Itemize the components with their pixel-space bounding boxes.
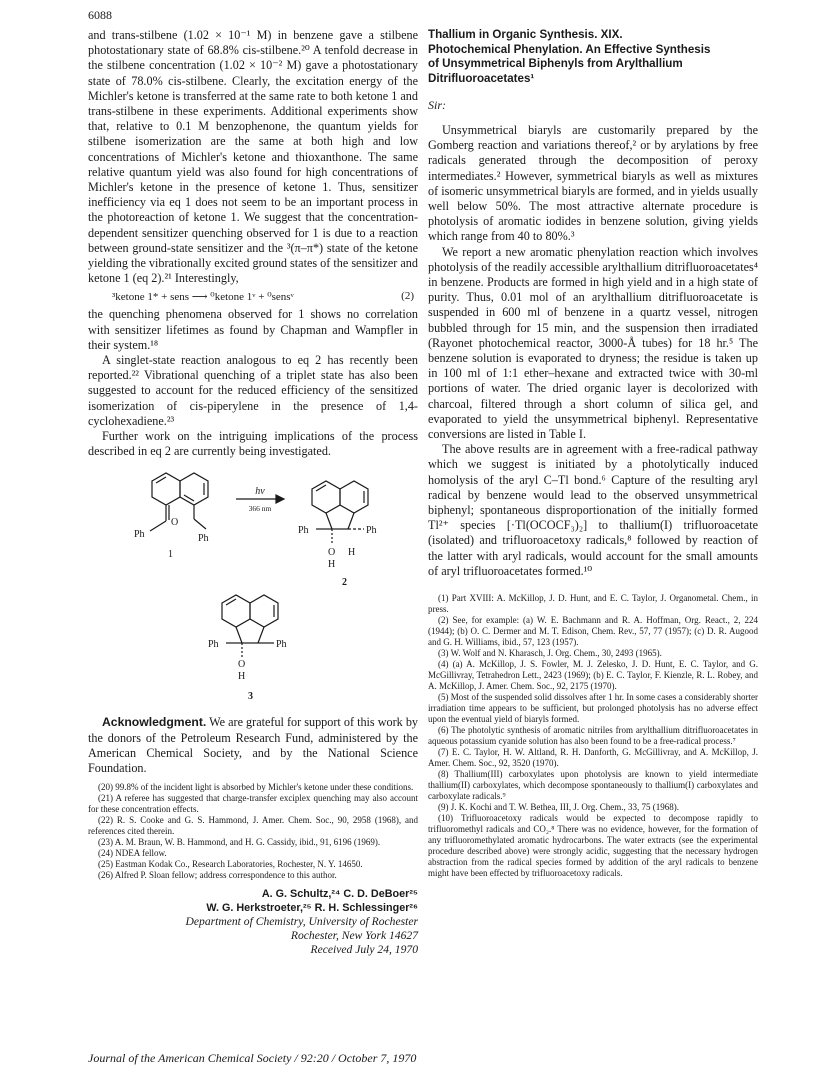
ring-1a [152, 473, 180, 505]
authors-line-1: A. G. Schultz,²⁴ C. D. DeBoer²⁵ [261, 888, 418, 901]
salutation: Sir: [428, 98, 446, 112]
right-column [428, 28, 758, 879]
equation-text: ³ketone 1* + sens ⟶ ⁰ketone 1ᵛ + ⁰sensᵛ [112, 291, 294, 304]
footnote: (7) E. C. Taylor, H. W. Altland, R. H. Danforth, G. McGillivray, and A. McKillop, J. Amer. Chem. Soc., 92, 3520 (1970). [428, 747, 758, 769]
body-paragraph: Unsymmetrical biaryls are customarily prepared by the Gomberg reaction and variations thereof,² or by arylations by free radicals generated through the decomposition of peroxy intermediates.² However, symmetrical biaryls as well as mixtures of isomeric unsymmetrical biaryls are formed, and in yields usually well below 50%. The most attractive alternate procedure is photolysis of aromatic iodides in benzene solution, giving yields which range from 40 to 80%.³ [428, 123, 758, 244]
struct3-hydrogen: H [238, 671, 246, 683]
footnote: (10) Trifluoroacetoxy radicals would be expected to decompose rapidly to trifluoromethyl radicals and CO₂.⁸ There was no evidence, however, for the formation of any trifluoromethylated aromatic hydrocarbons. The water extracts (see the experimental procedure described above) were strongly acidic, suggesting that the necessary hydrogen abstraction from the radical species formed by addition of the aryl radicals to benzene might have been effected by trifluoroacetoxy radicals. [428, 813, 758, 879]
arrow-label-top: hν [255, 486, 265, 498]
footnote: (8) Thallium(III) carboxylates upon photolysis are known to yield intermediate thallium(II) carboxylates, which decompose spontaneously to thallium(I) carboxylates and carboxylate radicals.⁹ [428, 769, 758, 802]
body-paragraph: The above results are in agreement with a free-radical pathway which we suggest is initiated by a photolytically induced homolysis of the aryl C–Tl bond.⁶ Capture of the resulting aryl radical by benzene would lead to the observed unsymmetrical biphenyl; spontaneous disproportionation of the initially formed Tl²⁺ species [·Tl(OCOCF₃)₂] to thallium(I) trifluoroacetate (isolated) and trifluoroacetoxy radicals,⁸ followed by reaction of the latter with aryl radicals, would account for the small amounts of aryl trifluoroacetates formed.¹⁰ [428, 442, 758, 578]
equation-2 [112, 290, 418, 303]
chemical-structures [88, 467, 418, 715]
struct2-number: 2 [342, 577, 347, 589]
body-paragraph: Further work on the intriguing implications of the process described in eq 2 are currently being investigated. [88, 429, 418, 459]
authors-line-2: W. G. Herkstroeter,²⁵ R. H. Schlessinger²⁶ [206, 902, 418, 915]
footnote: (4) (a) A. McKillop, J. S. Fowler, M. J. Zelesko, J. D. Hunt, E. C. Taylor, and G. McGillivray, Tetrahedron Lett., 2423 (1969); (b) E. C. Taylor, F. Kienzle, R. L. Robey, and A. McKillop, J. Amer. Chem. Soc., 92, 2175 (1970). [428, 659, 758, 692]
ack-text: We are grateful for support of this work by the donors of the Petroleum Research Fund, administered by the American Chemical Society, and by the National Science Foundation. [88, 715, 419, 776]
article-title-line-1: Thallium in Organic Synthesis. XIX. [428, 28, 623, 41]
struct2-hydrogen-2: H [328, 559, 336, 571]
footnote: (26) Alfred P. Sloan fellow; address correspondence to this author. [98, 870, 337, 881]
struct3-number: 3 [248, 691, 253, 703]
struct1-oxygen: O [171, 517, 179, 529]
article-title-line-2: Photochemical Phenylation. An Effective Synthesis [428, 42, 711, 56]
footnotes-left [88, 782, 418, 881]
received-date: Received July 24, 1970 [310, 943, 418, 957]
footnote: (22) R. S. Cooke and G. S. Hammond, J. Amer. Chem. Soc., 90, 2958 (1968), and references cited therein. [88, 815, 418, 837]
affiliation-2: Rochester, New York 14627 [290, 929, 418, 943]
body-paragraph: We report a new aromatic phenylation reaction which involves photolysis of the readily accessible arylthallium ditrifluoroacetates⁴ in benzene. Products are formed in high yield and in a high state of purity. Thus, 0.01 mol of an arylthallium ditrifluoroacetate is suspended in 600 ml of benzene in a quartz vessel, nitrogen bubbled through for 15 min, and the suspension then irradiated (Rayonet photochemical reactor, 3000-Å tubes) for 18 hr.⁵ The benzene solution is evaporated to dryness; the residue is taken up in 100 ml of 1:1 ether–hexane and extracted twice with 30-ml portions of water. The dried organic layer is decolorized with charcoal, filtered through a short column of silica gel, and evaporated to yield the unsymmetrical biphenyl. Representative conversions are listed in Table I. [428, 244, 758, 442]
affiliation-1: Department of Chemistry, University of Rochester [185, 915, 418, 929]
footnotes-right [428, 593, 758, 879]
footnote: (25) Eastman Kodak Co., Research Laboratories, Rochester, N. Y. 14650. [98, 859, 363, 870]
struct1-ph-right: Ph [198, 533, 209, 545]
footnote: (23) A. M. Braun, W. B. Hammond, and H. G. Cassidy, ibid., 91, 6196 (1969). [98, 837, 381, 848]
struct2-ph-right: Ph [366, 525, 377, 537]
footnote: (3) W. Wolf and N. Kharasch, J. Org. Chem., 30, 2493 (1965). [438, 648, 662, 659]
article-title-line-4: Ditrifluoroacetates¹ [428, 71, 535, 85]
left-column [88, 28, 418, 957]
struct3-ph-left: Ph [208, 639, 219, 651]
struct3-oxygen: O [238, 659, 246, 671]
footnote: (21) A referee has suggested that charge-transfer exciplex quenching may also account for these concentration effects. [88, 793, 418, 815]
footnote: (1) Part XVIII: A. McKillop, J. D. Hunt, and E. C. Taylor, J. Organometal. Chem., in press. [428, 593, 758, 615]
body-paragraph: and trans-stilbene (1.02 × 10⁻¹ M) in benzene gave a stilbene photostationary state of 68.8% cis-stilbene.²⁰ A tenfold decrease in the stilbene concentration (1.02 × 10⁻² M) gave a photostationary state of 78.0% cis-stilbene. Clearly, the excitation energy of the Michler's ketone is transferred at the same rate to both ketone 1 and trans-stilbene in these experiments. Additional experiments show that, relative to 0.1 M benzophenone, the quantum yields for stilbene isomerization are the same at both high and low concentrations of Michler's ketone and thioxanthone. The same relative quantum yield was also found for high concentrations of Michler's ketone in the presence of ketone 1. Thus, sensitizer inefficiency via eq 1 does not seem to be an important process in the photoreaction of ketone 1. We suggest that the concentration-dependent sensitizer quenching observed for 1 is due to a reaction between ground-state sensitizer and the ³(π–π*) state of the ketone yielding the vibrationally excited ground states of the sensitizer and ketone 1 (eq 2).²¹ Interestingly, [88, 28, 418, 286]
struct2-ph-left: Ph [298, 525, 309, 537]
body-paragraph: the quenching phenomena observed for 1 shows no correlation with sensitizer lifetimes as found by Chapman and Wampfler in their system.¹⁸ [88, 307, 418, 352]
struct3-ph-right: Ph [276, 639, 287, 651]
footnote: (20) 99.8% of the incident light is absorbed by Michler's ketone under these conditions. [98, 782, 414, 793]
struct2-hydrogen-1: H [348, 547, 356, 559]
ack-heading: Acknowledgment. [102, 715, 207, 730]
footnote: (2) See, for example: (a) W. E. Bachmann and R. A. Hoffman, Org. React., 2, 224 (1944); (b) O. C. Dermer and M. T. Edison, Chem. Rev., 57, 77 (1957); (c) D. R. Augood and G. H. Williams, ibid., 57, 123 (1957). [428, 615, 758, 648]
acknowledgment [88, 715, 418, 776]
journal-footer: Journal of the American Chemical Society / 92:20 / October 7, 1970 [88, 1051, 417, 1065]
footnote: (6) The photolytic synthesis of aromatic nitriles from arylthallium ditrifluoroacetates in aqueous potassium cyanide solution has also been found to be a free-radical process.⁷ [428, 725, 758, 747]
arrow-label-bottom: 366 nm [248, 504, 272, 514]
page-number: 6088 [88, 8, 112, 22]
footnote: (5) Most of the suspended solid dissolves after 1 hr. In some cases a considerably shorter irradiation time appears to be sufficient, but prolonged photolysis has no adverse effect upon the eventual yield of biaryls formed. [428, 692, 758, 725]
article-title-line-3: of Unsymmetrical Biphenyls from Arylthallium [428, 57, 683, 70]
struct2-oxygen: O [328, 547, 336, 559]
footnote: (24) NDEA fellow. [98, 848, 167, 859]
struct1-number: 1 [168, 549, 173, 561]
footnote: (9) J. K. Kochi and T. W. Bethea, III, J. Org. Chem., 33, 75 (1968). [438, 802, 679, 813]
author-block [88, 887, 418, 957]
structure-scheme [88, 467, 418, 715]
equation-number: (2) [401, 290, 414, 303]
struct1-ph-left: Ph [134, 529, 145, 541]
body-paragraph: A singlet-state reaction analogous to eq 2 has recently been reported.²² Vibrational quenching of a triplet state has also been suggested to account for the reduced efficiency of the sensitized isomerization of cis-piperylene in the presence of 1,4-cyclohexadiene.²³ [88, 353, 418, 428]
